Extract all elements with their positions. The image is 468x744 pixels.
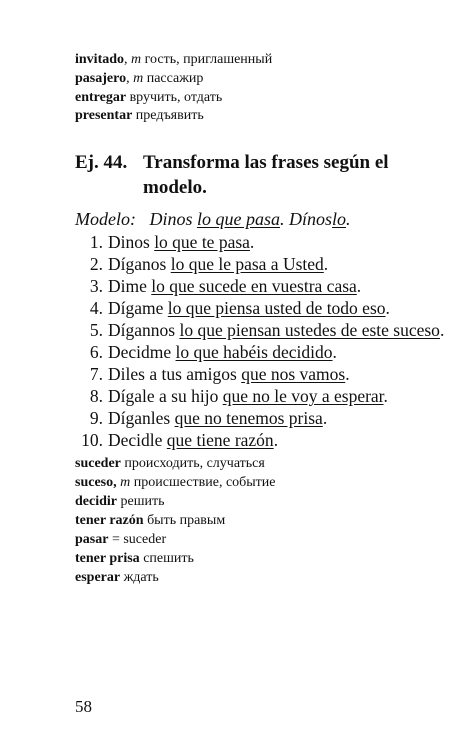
model-line <box>75 208 351 230</box>
exercise-item <box>75 275 361 297</box>
vocab-word: pasajero <box>75 71 127 86</box>
vocab-gender: m <box>131 52 142 67</box>
item-text: Díganles <box>108 408 175 428</box>
item-number: 7. <box>89 364 103 384</box>
item-number: 5. <box>89 320 103 340</box>
model-prefix: Dinos <box>149 209 197 229</box>
vocab-word: suceso, <box>75 475 117 490</box>
item-number: 2. <box>89 254 103 274</box>
item-text: Dígannos <box>108 320 180 340</box>
item-text: Díganos <box>108 254 171 274</box>
item-end: . <box>332 342 337 362</box>
model-label: Modelo: <box>75 209 136 229</box>
vocab-gender: m <box>133 71 144 86</box>
vocab-word: presentar <box>75 108 133 123</box>
item-number: 9. <box>89 408 103 428</box>
item-underlined: lo que habéis decidido <box>175 342 333 362</box>
item-number: 6. <box>89 342 103 362</box>
model-answer-suffix: . <box>346 209 351 229</box>
item-text: Dígame <box>108 298 168 318</box>
vocab-word: tener prisa <box>75 551 140 566</box>
vocab-entry <box>75 569 159 587</box>
exercise-item <box>75 319 444 341</box>
vocab-meaning: = suceder <box>111 532 167 547</box>
vocab-entry <box>75 493 165 511</box>
vocab-entry <box>75 531 166 549</box>
item-end: . <box>439 320 445 340</box>
item-text: Diles a tus amigos <box>108 364 242 384</box>
vocab-entry: pasajero, m пассажир <box>75 71 204 86</box>
exercise-item <box>75 407 327 429</box>
exercise-item <box>75 385 388 407</box>
exercise-item <box>75 231 254 253</box>
vocab-meaning: вручить, отдать <box>129 90 223 105</box>
exercise-item <box>75 341 337 363</box>
item-end: . <box>273 430 279 450</box>
vocab-word: entregar <box>75 90 127 105</box>
model-suffix: . <box>280 209 285 229</box>
item-text: Decidme <box>108 342 176 362</box>
vocab-word: pasar <box>75 532 109 547</box>
vocab-entry <box>75 512 225 530</box>
item-end: . <box>323 254 329 274</box>
item-end: . <box>322 408 328 428</box>
model-underlined: lo que pasa <box>197 209 280 229</box>
model-answer-underlined: lo <box>332 209 347 229</box>
item-number: 10. <box>81 430 103 450</box>
item-text: Dígale a su hijo <box>108 386 223 406</box>
exercise-number: Ej. 44. <box>75 152 128 173</box>
page-number: 58 <box>75 697 92 716</box>
vocab-word: tener razón <box>75 513 144 528</box>
vocab-entry <box>75 89 222 107</box>
item-text: Dinos <box>108 232 155 252</box>
item-underlined: lo que le pasa a Usted <box>170 254 324 274</box>
item-underlined: que no tenemos prisa <box>174 408 323 428</box>
vocab-entry: invitado, m гость, приглашенный <box>75 52 273 67</box>
vocab-gender: m <box>120 475 131 490</box>
vocab-meaning: происходить, случаться <box>124 456 265 471</box>
item-number: 8. <box>89 386 103 406</box>
item-underlined: lo que piensa usted de todo eso <box>167 298 386 318</box>
exercise-item <box>75 363 350 385</box>
vocab-meaning: предъявить <box>135 108 204 123</box>
item-end: . <box>385 298 390 318</box>
item-end: . <box>249 232 255 252</box>
item-underlined: lo que te pasa <box>154 232 250 252</box>
vocab-word: decidir <box>75 494 117 509</box>
item-underlined: que nos vamos <box>241 364 346 384</box>
vocab-entry <box>75 455 265 473</box>
vocab-word: esperar <box>75 570 121 585</box>
vocab-meaning: быть правым <box>147 513 226 528</box>
exercise-item <box>75 297 390 319</box>
vocab-word: suceder <box>75 456 121 471</box>
item-underlined: lo que piensan ustedes de este suceso <box>179 320 440 340</box>
item-text: Dime <box>108 276 152 296</box>
vocab-meaning: спешить <box>143 551 194 566</box>
vocab-entry <box>75 474 276 492</box>
model-answer-prefix: Dínos <box>289 209 333 229</box>
vocab-meaning: происшествие, событие <box>133 475 276 490</box>
item-underlined: que no le voy a esperar <box>222 386 384 406</box>
vocab-meaning: решить <box>120 494 165 509</box>
item-number: 3. <box>89 276 103 296</box>
exercise-title <box>75 150 389 175</box>
exercise-item <box>75 253 328 275</box>
item-underlined: que tiene razón <box>166 430 274 450</box>
exercise-title-line1: Transforma las frases según el <box>143 152 389 173</box>
item-underlined: lo que sucede en vuestra casa <box>151 276 357 296</box>
vocab-entry <box>75 107 204 125</box>
item-end: . <box>345 364 350 384</box>
exercise-item <box>75 429 278 451</box>
vocab-meaning: ждать <box>123 570 159 585</box>
vocab-entry <box>75 550 194 568</box>
vocab-meaning: гость, приглашенный <box>144 52 273 67</box>
vocab-word: invitado <box>75 52 125 67</box>
item-end: . <box>356 276 362 296</box>
item-number: 4. <box>89 298 103 318</box>
vocab-meaning: пассажир <box>146 71 204 86</box>
item-number: 1. <box>89 232 103 252</box>
exercise-title-line2: modelo. <box>143 177 207 198</box>
item-text: Decidle <box>108 430 167 450</box>
item-end: . <box>383 386 388 406</box>
